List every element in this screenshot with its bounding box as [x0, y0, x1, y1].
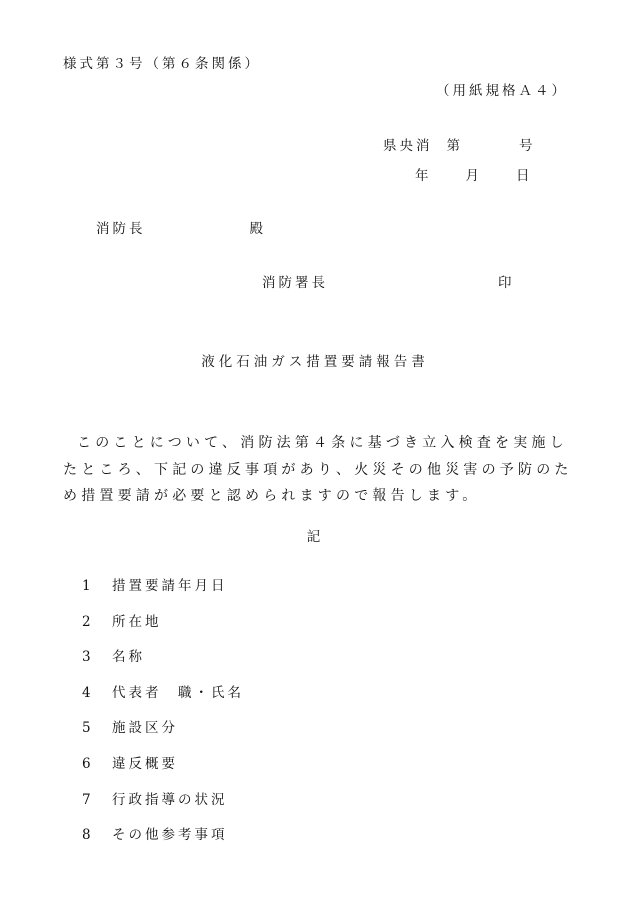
item-number: 6: [82, 755, 94, 772]
item-label: 違反概要: [112, 755, 178, 772]
item-label: 代表者 職・氏名: [112, 684, 244, 701]
addressee-title: 消防長: [96, 221, 146, 237]
document-title: 液化石油ガス措置要請報告書: [201, 354, 429, 370]
item-number: 8: [82, 827, 94, 844]
date-month: 月: [465, 168, 482, 184]
ki-heading: 記: [306, 529, 324, 545]
item-label: その他参考事項: [112, 827, 228, 844]
item-number: 5: [82, 720, 94, 737]
list-item: [82, 716, 244, 752]
list-item: [82, 610, 244, 646]
list-item: [82, 574, 244, 610]
item-number: 1: [82, 578, 94, 594]
item-number: 7: [82, 791, 94, 808]
doc-number-prefix: 県央消: [383, 138, 433, 154]
document-date: [415, 164, 533, 184]
list-item: [82, 752, 244, 788]
item-number: 2: [82, 613, 94, 630]
date-year: 年: [415, 168, 432, 184]
item-number: 4: [82, 684, 94, 701]
item-number: 3: [82, 649, 94, 666]
seal-mark: 印: [498, 275, 515, 291]
document-number: [383, 134, 536, 154]
date-day: 日: [516, 168, 533, 184]
sender: [262, 271, 515, 291]
item-label: 行政指導の状況: [112, 791, 228, 808]
item-label: 施設区分: [112, 720, 178, 737]
doc-number-go: 号: [519, 138, 536, 154]
paper-size-note: （用紙規格Ａ４）: [436, 83, 568, 99]
addressee: [96, 217, 266, 237]
item-label: 措置要請年月日: [112, 578, 228, 594]
sender-title: 消防署長: [262, 275, 328, 291]
list-item: [82, 823, 244, 859]
form-number: 様式第３号（第６条関係）: [63, 56, 261, 72]
item-list: [82, 574, 244, 859]
list-item: [82, 645, 244, 681]
body-paragraph: このことについて、消防法第４条に基づき立入検査を実施したところ、下記の違反事項があり、火災その他災害の予防のため措置要請が必要と認められますので報告します。: [63, 435, 573, 504]
doc-number-dai: 第: [446, 138, 463, 154]
addressee-honorific: 殿: [249, 221, 266, 237]
item-label: 名称: [112, 649, 145, 666]
list-item: [82, 788, 244, 824]
item-label: 所在地: [112, 613, 162, 630]
list-item: [82, 681, 244, 717]
